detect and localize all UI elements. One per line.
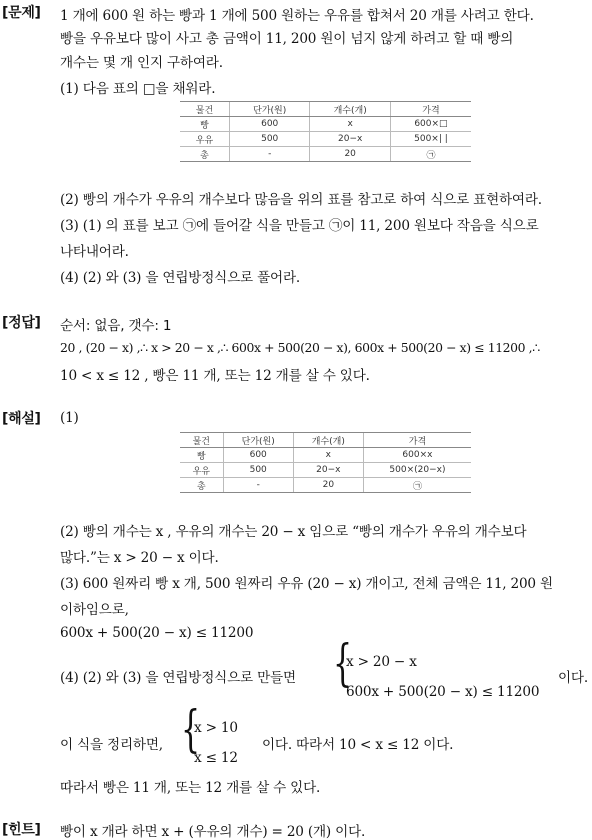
answer-line-2: 20 , (20 − x) ,∴ x > 20 − x ,∴ 600x + 500(20 − x), 600x + 500(20 − x) ≤ 11200 ,∴ bbox=[60, 340, 540, 355]
system1-suffix: 이다. bbox=[558, 670, 588, 686]
system2-prefix: 이 식을 정리하면, bbox=[60, 737, 163, 753]
explanation-line-5: 600x + 500(20 − x) ≤ 11200 bbox=[60, 625, 254, 641]
table-cell: 빵 bbox=[180, 117, 229, 132]
problem-label: [문제] bbox=[2, 5, 41, 21]
problem-line-2: 빵을 우유보다 많이 사고 총 금액이 11, 200 원이 넘지 않게 하려고 할 때 빵의 bbox=[60, 31, 514, 47]
table-cell: 우유 bbox=[180, 463, 223, 478]
hint-text: 빵이 x 개라 하면 x + (우유의 개수) = 20 (개) 이다. bbox=[60, 824, 366, 840]
table-header: 물건 bbox=[180, 433, 223, 448]
table-cell: 20 bbox=[310, 147, 390, 162]
problem-line-6: (3) (1) 의 표를 보고 ㉠에 들어갈 식을 만들고 ㉠이 11, 200 원보다 작음을 식으로 bbox=[60, 218, 539, 234]
table-header: 가격 bbox=[363, 433, 471, 448]
table-cell: 500×(20−x) bbox=[363, 463, 471, 478]
problem-line-3: 개수는 몇 개 인지 구하여라. bbox=[60, 55, 223, 71]
system2-eq1: x > 10 bbox=[194, 720, 238, 736]
system1-prefix: (4) (2) 와 (3) 을 연립방정식으로 만들면 bbox=[60, 670, 296, 686]
problem-table bbox=[180, 101, 471, 162]
table-cell: 600×x bbox=[363, 448, 471, 463]
explanation-step-1: (1) bbox=[60, 410, 79, 426]
table-cell: x bbox=[310, 117, 390, 132]
explanation-line-1: (2) 빵의 개수는 x , 우유의 개수는 20 − x 임으로 “빵의 개수가 우유의 개수보다 bbox=[60, 524, 527, 540]
hint-label: [힌트] bbox=[2, 822, 41, 838]
system1-brace: { bbox=[333, 634, 353, 692]
explanation-final: 따라서 빵은 11 개, 또는 12 개를 살 수 있다. bbox=[60, 780, 321, 796]
problem-line-7: 나타내어라. bbox=[60, 244, 129, 260]
table-cell: 600×□ bbox=[390, 117, 471, 132]
table-cell: ㉠ bbox=[390, 147, 471, 162]
table-cell: 20 bbox=[293, 478, 363, 493]
table-row bbox=[180, 448, 471, 463]
table-cell: 20−x bbox=[310, 132, 390, 147]
table-header: 가격 bbox=[390, 102, 471, 117]
table-row bbox=[180, 132, 471, 147]
table-cell: 빵 bbox=[180, 448, 223, 463]
problem-line-4: (1) 다음 표의 □을 채워라. bbox=[60, 81, 216, 97]
table-cell: 우유 bbox=[180, 132, 229, 147]
table-row bbox=[180, 147, 471, 162]
table-cell: - bbox=[229, 147, 309, 162]
table-row bbox=[180, 478, 471, 493]
table-cell: 500×| | bbox=[390, 132, 471, 147]
table-cell: ㉠ bbox=[363, 478, 471, 493]
problem-line-1: 1 개에 600 원 하는 빵과 1 개에 500 원하는 우유를 합쳐서 20 개를 사려고 한다. bbox=[60, 8, 534, 24]
table-row bbox=[180, 117, 471, 132]
table-header: 개수(개) bbox=[293, 433, 363, 448]
explanation-label: [해설] bbox=[2, 411, 41, 427]
system1-eq2: 600x + 500(20 − x) ≤ 11200 bbox=[346, 684, 540, 700]
answer-label: [정답] bbox=[2, 315, 41, 331]
table-cell: 총 bbox=[180, 478, 223, 493]
table-header: 단가(원) bbox=[229, 102, 309, 117]
table-cell: 20−x bbox=[293, 463, 363, 478]
table-cell: 총 bbox=[180, 147, 229, 162]
system1-eq1: x > 20 − x bbox=[346, 654, 417, 670]
table-cell: 600 bbox=[223, 448, 293, 463]
explanation-line-4: 이하임으로, bbox=[60, 602, 129, 618]
table-cell: x bbox=[293, 448, 363, 463]
answer-line-3: 10 < x ≤ 12 , 빵은 11 개, 또는 12 개를 살 수 있다. bbox=[60, 368, 370, 384]
system2-brace: { bbox=[181, 700, 201, 758]
table-row bbox=[180, 463, 471, 478]
answer-line-1: 순서: 없음, 갯수: 1 bbox=[60, 318, 172, 334]
explanation-line-3: (3) 600 원짜리 빵 x 개, 500 원짜리 우유 (20 − x) 개이고, 전체 금액은 11, 200 원 bbox=[60, 576, 553, 592]
table-cell: 500 bbox=[223, 463, 293, 478]
table-header: 개수(개) bbox=[310, 102, 390, 117]
table-header: 단가(원) bbox=[223, 433, 293, 448]
table-cell: - bbox=[223, 478, 293, 493]
explanation-line-2: 많다.”는 x > 20 − x 이다. bbox=[60, 550, 219, 566]
explanation-table bbox=[180, 432, 471, 493]
system2-suffix: 이다. 따라서 10 < x ≤ 12 이다. bbox=[262, 737, 454, 753]
table-cell: 600 bbox=[229, 117, 309, 132]
table-header: 물건 bbox=[180, 102, 229, 117]
problem-line-8: (4) (2) 와 (3) 을 연립방정식으로 풀어라. bbox=[60, 270, 300, 286]
table-cell: 500 bbox=[229, 132, 309, 147]
problem-line-5: (2) 빵의 개수가 우유의 개수보다 많음을 위의 표를 참고로 하여 식으로 표현하여라. bbox=[60, 192, 542, 208]
system2-eq2: x ≤ 12 bbox=[194, 750, 238, 766]
